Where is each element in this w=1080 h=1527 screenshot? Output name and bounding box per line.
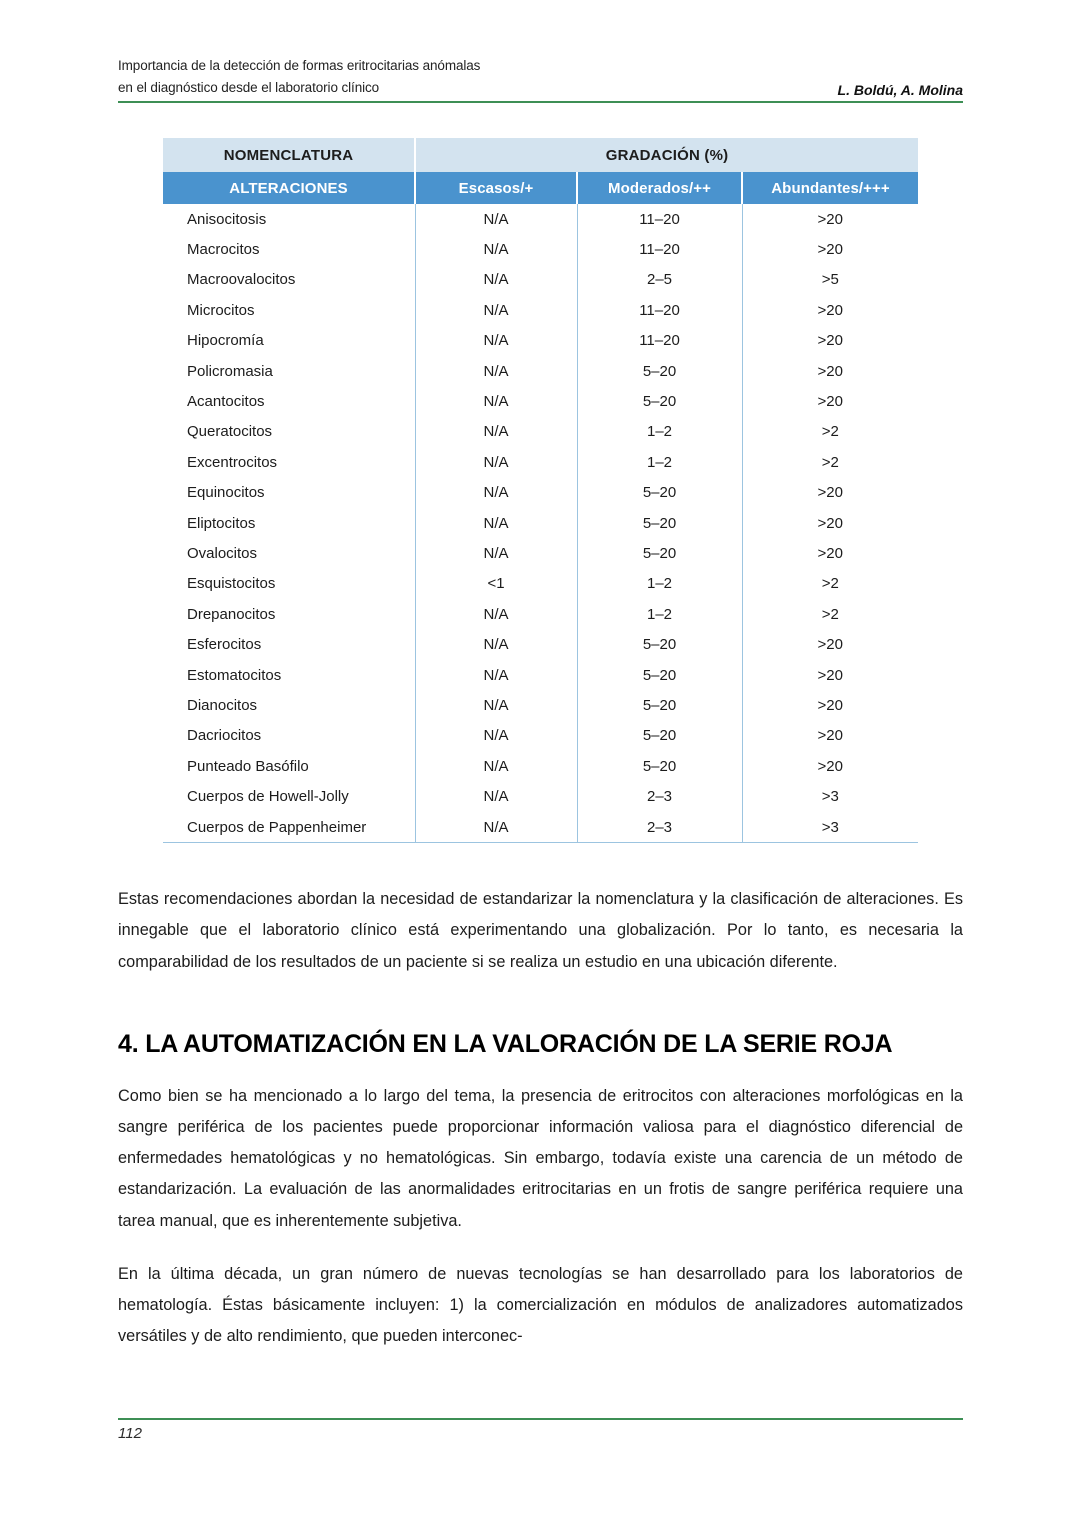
table-body bbox=[163, 204, 918, 843]
table-row bbox=[163, 781, 918, 811]
cell-moderados: 5–20 bbox=[577, 478, 742, 508]
cell-abundantes: >20 bbox=[817, 484, 843, 502]
cell-escasos: N/A bbox=[415, 295, 577, 325]
running-title-line-1: Importancia de la detección de formas eritrocitarias anómalas bbox=[118, 58, 481, 73]
cell-abundantes: >20 bbox=[817, 362, 843, 380]
cell-abundantes: >2 bbox=[821, 605, 839, 623]
cell-escasos: N/A bbox=[415, 538, 577, 568]
cell-escasos: N/A bbox=[415, 781, 577, 811]
cell-escasos: N/A bbox=[415, 326, 577, 356]
cell-escasos: <1 bbox=[415, 569, 577, 599]
paragraph-recomendaciones: Estas recomendaciones abordan la necesidad de estandarizar la nomenclatura y la clasificación de alteraciones. Es innegable que el laboratorio clínico está experimentando una globalización. Por lo tanto, es necesaria la comparabilidad de los resultados de un paciente si se realiza un estudio en una ubicación diferente. bbox=[118, 890, 963, 971]
cell-alteracion: Esquistocitos bbox=[163, 569, 415, 599]
table-row bbox=[163, 356, 918, 386]
table-row bbox=[163, 204, 918, 234]
cell-escasos: N/A bbox=[415, 204, 577, 234]
body-section-upper bbox=[118, 884, 963, 1000]
cell-moderados: 5–20 bbox=[577, 508, 742, 538]
cell-abundantes: >2 bbox=[821, 453, 839, 471]
table-row bbox=[163, 629, 918, 659]
cell-moderados: 5–20 bbox=[577, 690, 742, 720]
table-row bbox=[163, 417, 918, 447]
cell-moderados: 1–2 bbox=[577, 599, 742, 629]
cell-alteracion: Equinocitos bbox=[163, 478, 415, 508]
cell-moderados: 11–20 bbox=[577, 295, 742, 325]
table-row bbox=[163, 660, 918, 690]
table-row bbox=[163, 295, 918, 325]
table-column-header-escasos: Escasos/+ bbox=[415, 172, 577, 204]
cell-escasos: N/A bbox=[415, 599, 577, 629]
cell-escasos: N/A bbox=[415, 478, 577, 508]
header-divider-rule bbox=[118, 101, 963, 103]
cell-escasos: N/A bbox=[415, 690, 577, 720]
cell-alteracion: Ovalocitos bbox=[163, 538, 415, 568]
cell-escasos: N/A bbox=[415, 386, 577, 416]
cell-abundantes: >20 bbox=[817, 241, 843, 259]
cell-escasos: N/A bbox=[415, 417, 577, 447]
table-row bbox=[163, 569, 918, 599]
cell-alteracion: Dacriocitos bbox=[163, 721, 415, 751]
cell-alteracion: Esferocitos bbox=[163, 629, 415, 659]
cell-moderados: 2–3 bbox=[577, 812, 742, 843]
table-column-header-row bbox=[163, 172, 918, 204]
cell-abundantes: >20 bbox=[817, 393, 843, 411]
cell-alteracion: Excentrocitos bbox=[163, 447, 415, 477]
cell-alteracion: Hipocromía bbox=[163, 326, 415, 356]
cell-moderados: 2–5 bbox=[577, 265, 742, 295]
cell-abundantes: >20 bbox=[817, 332, 843, 350]
cell-moderados: 5–20 bbox=[577, 356, 742, 386]
table-row bbox=[163, 690, 918, 720]
cell-moderados: 11–20 bbox=[577, 326, 742, 356]
cell-alteracion: Dianocitos bbox=[163, 690, 415, 720]
table-row bbox=[163, 721, 918, 751]
cell-moderados: 5–20 bbox=[577, 629, 742, 659]
cell-escasos: N/A bbox=[415, 447, 577, 477]
cell-alteracion: Acantocitos bbox=[163, 386, 415, 416]
cell-alteracion: Cuerpos de Howell-Jolly bbox=[163, 781, 415, 811]
body-section-lower bbox=[118, 1028, 963, 1375]
cell-moderados: 5–20 bbox=[577, 751, 742, 781]
running-title-line-2: en el diagnóstico desde el laboratorio clínico bbox=[118, 79, 380, 95]
cell-escasos: N/A bbox=[415, 356, 577, 386]
cell-abundantes: >2 bbox=[821, 575, 839, 593]
table-column-header-alteraciones: ALTERACIONES bbox=[163, 172, 415, 204]
erythrocyte-grading-table bbox=[163, 138, 918, 843]
cell-moderados: 11–20 bbox=[577, 234, 742, 264]
cell-abundantes: >5 bbox=[821, 271, 839, 289]
cell-alteracion: Eliptocitos bbox=[163, 508, 415, 538]
cell-abundantes: >20 bbox=[817, 544, 843, 562]
table-row bbox=[163, 386, 918, 416]
page-running-head bbox=[118, 55, 963, 99]
cell-moderados: 1–2 bbox=[577, 447, 742, 477]
cell-alteracion: Cuerpos de Pappenheimer bbox=[163, 812, 415, 843]
cell-moderados: 11–20 bbox=[577, 204, 742, 234]
cell-abundantes: >20 bbox=[817, 757, 843, 775]
cell-alteracion: Drepanocitos bbox=[163, 599, 415, 629]
table-row bbox=[163, 812, 918, 843]
cell-moderados: 5–20 bbox=[577, 660, 742, 690]
cell-abundantes: >20 bbox=[817, 636, 843, 654]
cell-alteracion: Macrocitos bbox=[163, 234, 415, 264]
cell-moderados: 1–2 bbox=[577, 417, 742, 447]
table-column-header-abundantes: Abundantes/+++ bbox=[742, 172, 918, 204]
cell-escasos: N/A bbox=[415, 234, 577, 264]
table-row bbox=[163, 751, 918, 781]
cell-escasos: N/A bbox=[415, 629, 577, 659]
running-title bbox=[118, 55, 480, 99]
paragraph-automatizacion-intro: Como bien se ha mencionado a lo largo del tema, la presencia de eritrocitos con alteraciones morfológicas en la sangre periférica de los pacientes puede proporcionar información valiosa para el diagnóstico diferencial de enfermedades hematológicas y no hematológicas. Sin embargo, todavía existe una carencia de un método de estandarización. La evaluación de las anormalidades eritrocitarias en un frotis de sangre periférica requiere una tarea manual, que es inherentemente subjetiva. bbox=[118, 1086, 963, 1230]
table-group-header-row bbox=[163, 138, 918, 172]
cell-moderados: 5–20 bbox=[577, 386, 742, 416]
cell-moderados: 2–3 bbox=[577, 781, 742, 811]
cell-moderados: 5–20 bbox=[577, 721, 742, 751]
cell-abundantes: >20 bbox=[817, 666, 843, 684]
table-row bbox=[163, 599, 918, 629]
cell-alteracion: Microcitos bbox=[163, 295, 415, 325]
cell-abundantes: >20 bbox=[817, 514, 843, 532]
cell-abundantes: >20 bbox=[817, 696, 843, 714]
table-group-header-gradacion: GRADACIÓN (%) bbox=[415, 138, 918, 172]
table-row bbox=[163, 326, 918, 356]
paragraph-ultima-decada: En la última década, un gran número de nuevas tecnologías se han desarrollado para los laboratorios de hematología. Éstas básicamente incluyen: 1) la comercialización en módulos de analizadores automatizados versátiles y de alto rendimiento, que pueden interconec- bbox=[118, 1264, 963, 1346]
running-head-authors: L. Boldú, A. Molina bbox=[837, 81, 963, 98]
cell-moderados: 1–2 bbox=[577, 569, 742, 599]
cell-alteracion: Policromasia bbox=[163, 356, 415, 386]
table-row bbox=[163, 234, 918, 264]
cell-alteracion: Macroovalocitos bbox=[163, 265, 415, 295]
footer-divider-rule bbox=[118, 1418, 963, 1420]
cell-abundantes: >3 bbox=[821, 788, 839, 806]
table-group-header-nomenclatura: NOMENCLATURA bbox=[163, 138, 415, 172]
cell-escasos: N/A bbox=[415, 721, 577, 751]
cell-escasos: N/A bbox=[415, 660, 577, 690]
cell-alteracion: Estomatocitos bbox=[163, 660, 415, 690]
cell-abundantes: >20 bbox=[817, 210, 843, 228]
cell-moderados: 5–20 bbox=[577, 538, 742, 568]
table-row bbox=[163, 265, 918, 295]
cell-alteracion: Punteado Basófilo bbox=[163, 751, 415, 781]
table-row bbox=[163, 447, 918, 477]
cell-escasos: N/A bbox=[415, 812, 577, 843]
section-heading-4: 4. LA AUTOMATIZACIÓN EN LA VALORACIÓN DE LA SERIE ROJA bbox=[118, 1030, 893, 1058]
cell-alteracion: Queratocitos bbox=[163, 417, 415, 447]
table-column-header-moderados: Moderados/++ bbox=[577, 172, 742, 204]
table-row bbox=[163, 508, 918, 538]
cell-abundantes: >20 bbox=[817, 301, 843, 319]
cell-abundantes: >2 bbox=[821, 423, 839, 441]
table-row bbox=[163, 478, 918, 508]
table-row bbox=[163, 538, 918, 568]
cell-escasos: N/A bbox=[415, 751, 577, 781]
cell-alteracion: Anisocitosis bbox=[163, 204, 415, 234]
cell-abundantes: >20 bbox=[817, 727, 843, 745]
page-number: 112 bbox=[118, 1425, 142, 1442]
cell-abundantes: >3 bbox=[742, 812, 918, 843]
cell-escasos: N/A bbox=[415, 265, 577, 295]
cell-escasos: N/A bbox=[415, 508, 577, 538]
